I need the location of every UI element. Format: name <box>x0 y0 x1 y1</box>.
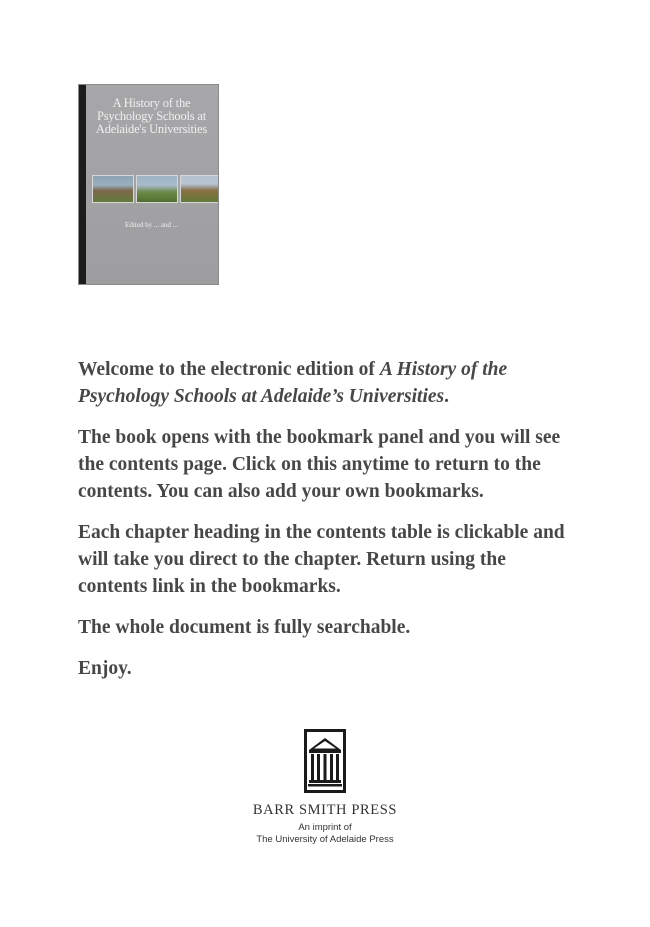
welcome-text <box>78 356 578 696</box>
paragraph-enjoy: Enjoy. <box>78 658 132 679</box>
imprint-line-1: An imprint of <box>298 822 352 833</box>
welcome-lead: Welcome to the electronic edition of <box>78 359 380 380</box>
paragraph-searchable: The whole document is fully searchable. <box>78 617 411 638</box>
publisher-imprint <box>0 822 650 846</box>
paragraph-chapters: Each chapter heading in the contents table is clickable and will take you direct to the chapter. Return using the contents link in the bookmarks. <box>78 522 565 597</box>
book-title-italic: A History of the Psychology Schools at Adelaide’s Universities <box>78 359 508 407</box>
barr-smith-press-logo-icon <box>304 729 346 793</box>
publisher-name: BARR SMITH PRESS <box>252 802 398 818</box>
cover-photo-strip <box>92 175 219 203</box>
paragraph-welcome <box>78 356 578 410</box>
cover-editors: Edited by ... and ... <box>125 221 178 229</box>
cover-photo-campus-3 <box>180 175 219 203</box>
welcome-end: . <box>444 386 450 407</box>
cover-spine <box>79 85 86 284</box>
cover-photo-campus-2 <box>136 175 178 203</box>
imprint-line-2: The University of Adelaide Press <box>256 834 394 845</box>
book-cover-image <box>78 84 219 285</box>
cover-title: A History of the Psychology Schools at Adelaide's Universities <box>95 96 208 136</box>
cover-photo-campus-1 <box>92 175 134 203</box>
paragraph-bookmarks: The book opens with the bookmark panel and you will see the contents page. Click on this anytime to return to the contents. You can also add your own bookmarks. <box>78 427 561 502</box>
